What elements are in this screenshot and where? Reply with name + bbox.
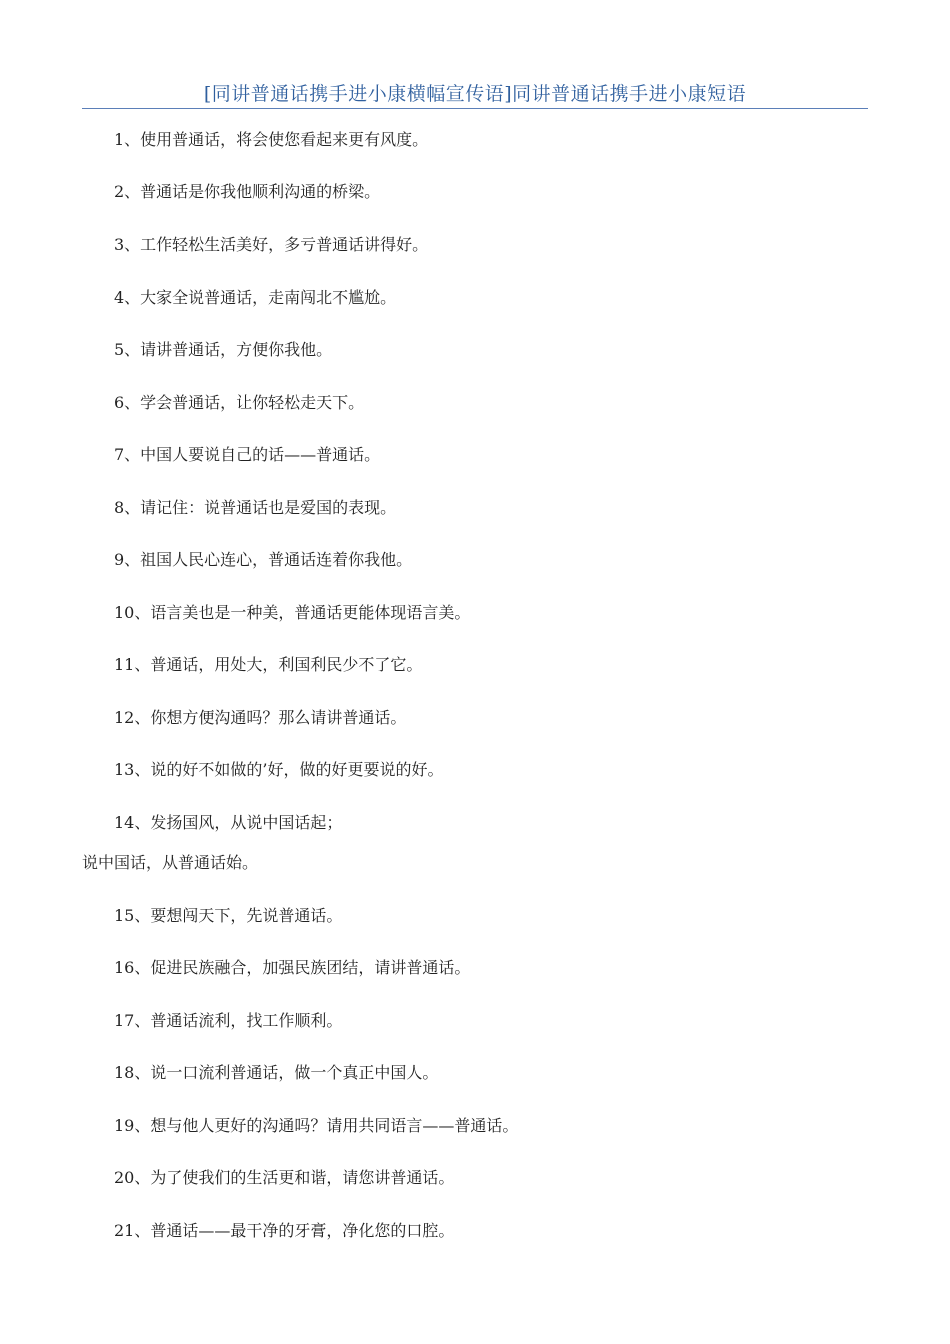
slogan-line: 3、工作轻松生活美好，多亏普通话讲得好。: [114, 235, 429, 254]
slogan-line: 20、为了使我们的生活更和谐，请您讲普通话。: [114, 1168, 455, 1187]
page-title: [同讲普通话携手进小康横幅宣传语]同讲普通话携手进小康短语: [203, 83, 747, 105]
slogan-line: 1、使用普通话，将会使您看起来更有风度。: [114, 130, 429, 149]
slogan-line: 9、祖国人民心连心，普通话连着你我他。: [114, 550, 413, 569]
slogan-line: 7、中国人要说自己的话——普通话。: [114, 445, 381, 464]
slogan-line: 13、说的好不如做的’好，做的好更要说的好。: [114, 760, 444, 779]
slogan-line: 12、你想方便沟通吗？那么请讲普通话。: [114, 708, 407, 727]
slogan-line: 21、普通话——最干净的牙膏，净化您的口腔。: [114, 1221, 455, 1240]
slogan-line: 15、要想闯天下，先说普通话。: [114, 906, 343, 925]
slogan-line: 8、请记住：说普通话也是爱国的表现。: [114, 498, 397, 517]
slogan-line: 6、学会普通话，让你轻松走天下。: [114, 393, 365, 412]
slogan-line: 4、大家全说普通话，走南闯北不尴尬。: [114, 288, 397, 307]
slogan-line: 11、普通话，用处大，利国利民少不了它。: [114, 655, 423, 674]
slogan-line-continuation: 说中国话，从普通话始。: [82, 853, 259, 872]
slogan-line: 2、普通话是你我他顺利沟通的桥梁。: [114, 182, 381, 201]
slogan-line: 10、语言美也是一种美，普通话更能体现语言美。: [114, 603, 471, 622]
slogan-line: 18、说一口流利普通话，做一个真正中国人。: [114, 1063, 439, 1082]
slogan-line: 14、发扬国风，从说中国话起；: [114, 813, 343, 832]
slogan-line: 5、请讲普通话，方便你我他。: [114, 340, 333, 359]
slogan-line: 17、普通话流利，找工作顺利。: [114, 1011, 343, 1030]
slogan-line: 19、想与他人更好的沟通吗？请用共同语言——普通话。: [114, 1116, 519, 1135]
slogan-line: 16、促进民族融合，加强民族团结，请讲普通话。: [114, 958, 471, 977]
